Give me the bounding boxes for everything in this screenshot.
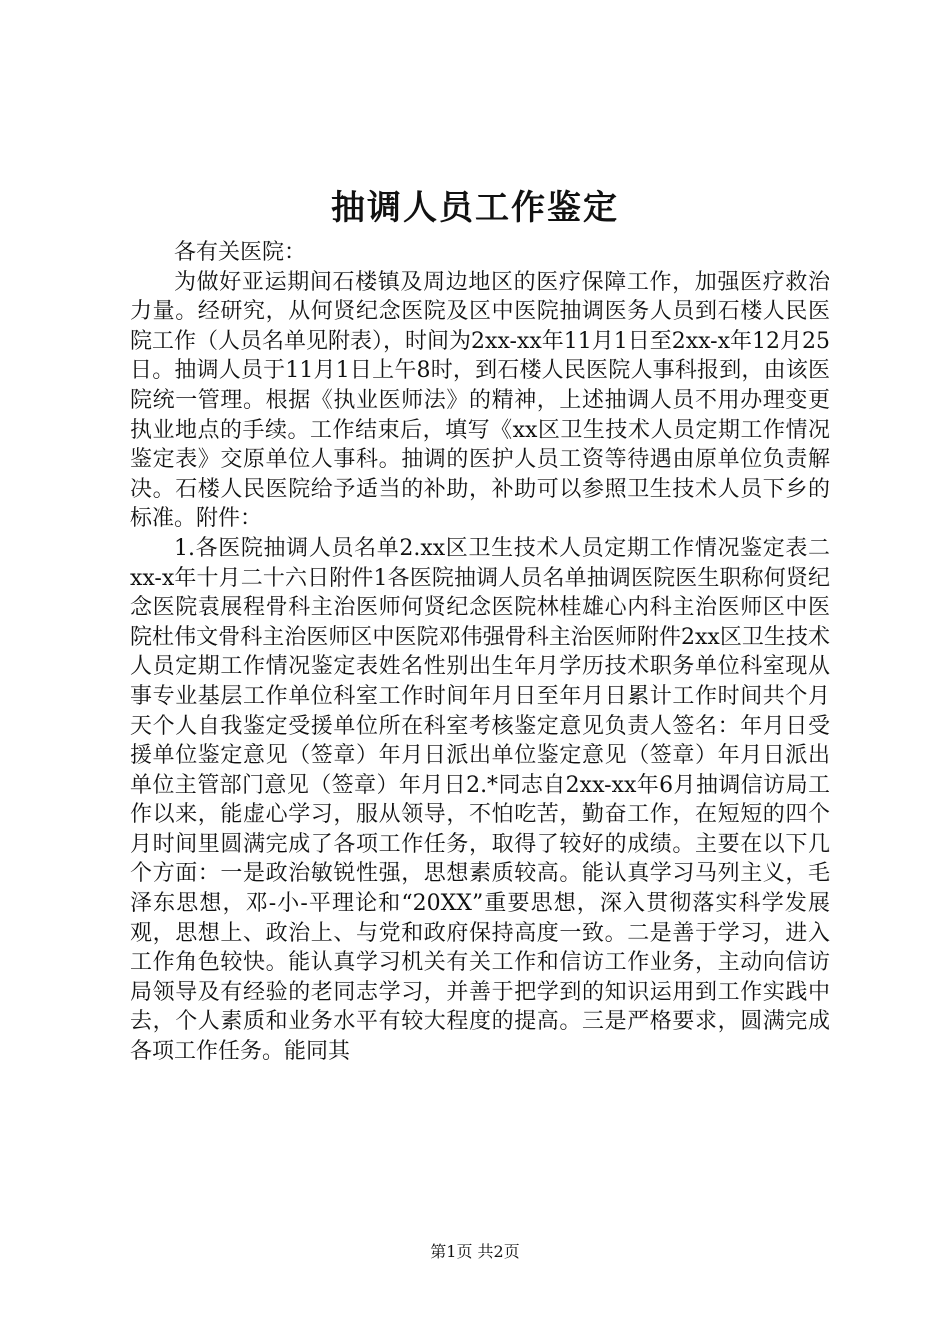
paragraph-2: 1.各医院抽调人员名单2.xx区卫生技术人员定期工作情况鉴定表二xx-x年十月二十六日附件1各医院抽调人员名单抽调医院医生职称何贤纪念医院袁展程骨科主治医师何贤纪念医院林桂雄心内科主治医师区中医院杜伟文骨科主治医师区中医院邓伟强骨科主治医师附件2xx区卫生技术人员定期工作情况鉴定表姓名性别出生年月学历技术职务单位科室现从事专业基层工作单位科室工作时间年月日至年月日累计工作时间共个月天个人自我鉴定受援单位所在科室考核鉴定意见负责人签名：年月日受援单位鉴定意见（签章）年月日派出单位鉴定意见（签章）年月日派出单位主管部门意见（签章）年月日2.*同志自2xx-xx年6月抽调信访局工作以来，能虚心学习，服从领导，不怕吃苦，勤奋工作，在短短的四个月时间里圆满完成了各项工作任务，取得了较好的成绩。主要在以下几个方面：一是政治敏锐性强，思想素质较高。能认真学习马列主义，毛泽东思想，邓-小-平理论和“20XX”重要思想，深入贯彻落实科学发展观，思想上、政治上、与党和政府保持高度一致。二是善于学习，进入工作角色较快。能认真学习机关有关工作和信访工作业务，主动向信访局领导及有经验的老同志学习，并善于把学到的知识运用到工作实践中去，个人素质和业务水平有较大程度的提高。三是严格要求，圆满完成各项工作任务。能同其 — [130, 535, 830, 1065]
document-body — [130, 238, 830, 1067]
document-title: 抽调人员工作鉴定 — [331, 188, 619, 228]
paragraph-1: 为做好亚运期间石楼镇及周边地区的医疗保障工作，加强医疗救治力量。经研究，从何贤纪念医院及区中医院抽调医务人员到石楼人民医院工作（人员名单见附表），时间为2xx-xx年11月1日至2xx-x年12月25日。抽调人员于11月1日上午8时，到石楼人民医院人事科报到，由该医院统一管理。根据《执业医师法》的精神，上述抽调人员不用办理变更执业地点的手续。工作结束后，填写《xx区卫生技术人员定期工作情况鉴定表》交原单位人事科。抽调的医护人员工资等待遇由原单位负责解决。石楼人民医院给予适当的补助，补助可以参照卫生技术人员下乡的标准。附件： — [130, 269, 830, 532]
salutation: 各有关医院： — [174, 240, 307, 265]
page-footer: 第1页 共2页 — [430, 1242, 520, 1261]
